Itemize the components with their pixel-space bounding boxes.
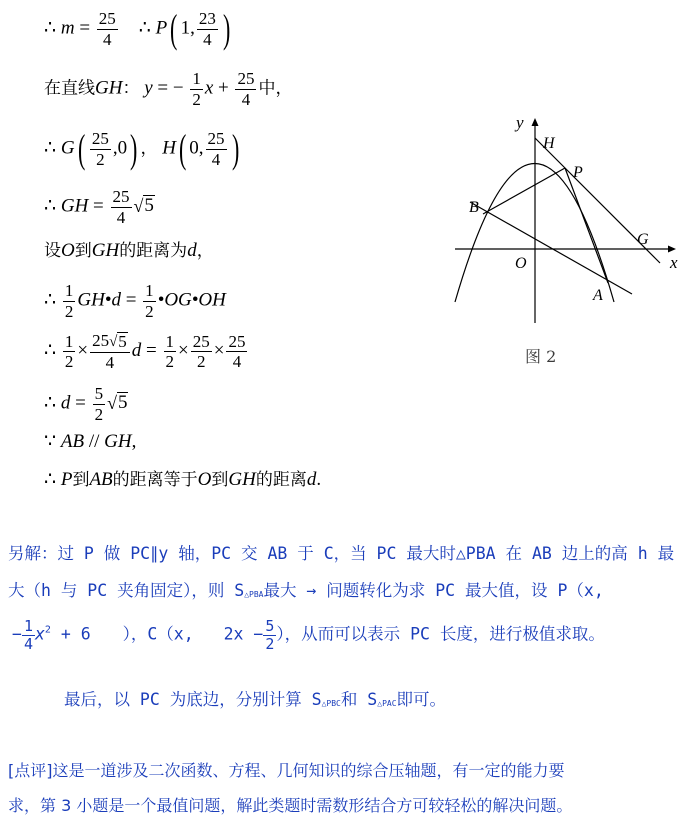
- label-y: y: [516, 113, 524, 132]
- step-define-d: 设O到GH的距离为d，: [44, 240, 214, 261]
- y-axis-arrow: [532, 118, 539, 126]
- figure-caption: 图 2: [525, 347, 557, 366]
- label-g: G: [637, 231, 649, 248]
- step-line-gh: 在直线GH： y = − $\frac{1}{2}$ x + $\frac{25}{4}$ 中，: [44, 69, 293, 109]
- line-ab: [470, 202, 632, 294]
- step-substitution: ∴ $\frac{1}{2}$ × 25 √ 5 4 d = $\frac{1}{2}$ × $\frac{25}{2}$ × $\frac{25}{4}$: [44, 331, 246, 372]
- step-area-equation: ∴ $\frac{1}{2}$ GH•d = $\frac{1}{2}$ •OG•OH: [44, 281, 226, 321]
- label-p: P: [573, 164, 583, 181]
- label-o: O: [515, 255, 527, 272]
- x-axis-arrow: [668, 246, 676, 253]
- label-x: x: [670, 253, 678, 272]
- label-b: B: [469, 199, 479, 216]
- label-a: A: [593, 287, 603, 304]
- alt-solution-line-4: 最后，以 PC 为底边，分别计算 S△PBC和 S△PAC即可。: [64, 690, 447, 709]
- step-g-h-points: ∴ G( $\frac{25}{2}$ ,0) ， H( 0, $\frac{25}{4}$ ): [44, 126, 239, 172]
- step-d-result: ∴ d = $\frac{5}{2}$ √ 5: [44, 384, 128, 424]
- segment-pb: [483, 168, 565, 214]
- alt-solution-line-1: 另解：过 P 做 PC∥y 轴，PC 交 AB 于 C，当 PC 最大时△PBA 在 AB 边上的高 h 最: [8, 544, 675, 563]
- step-gh-length: ∴ GH = $\frac{25}{4}$ √ 5: [44, 187, 154, 227]
- figure-2-diagram: [440, 110, 690, 370]
- step-conclusion: ∴ P到AB的距离等于O到GH的距离d.: [44, 469, 322, 490]
- comment-line-2: 求，第 3 小题是一个最值问题，解此类题时需数形结合方可较轻松的解决问题。: [8, 796, 573, 815]
- step-m-value: ∴ m = $\frac{25}{4}$ ∴ P( 1, $\frac{23}{4}$ ): [44, 6, 231, 52]
- comment-line-1: [点评]这是一道涉及二次函数、方程、几何知识的综合压轴题，有一定的能力要: [8, 761, 565, 780]
- alt-solution-line-3: − $\frac{1}{4}$ $x^2 + 6$ ），C（x, 2x − $\frac{5}{2}$ ），从而可以表示 PC 长度，进行极值求取。: [12, 617, 605, 653]
- step-parallel: ∵ AB // GH,: [44, 431, 137, 452]
- alt-solution-line-2: 大（h 与 PC 夹角固定），则 S△PBA最大 → 问题转化为求 PC 最大值，设 P（x,: [8, 581, 604, 600]
- segment-pa: [565, 168, 608, 283]
- label-h: H: [543, 135, 555, 152]
